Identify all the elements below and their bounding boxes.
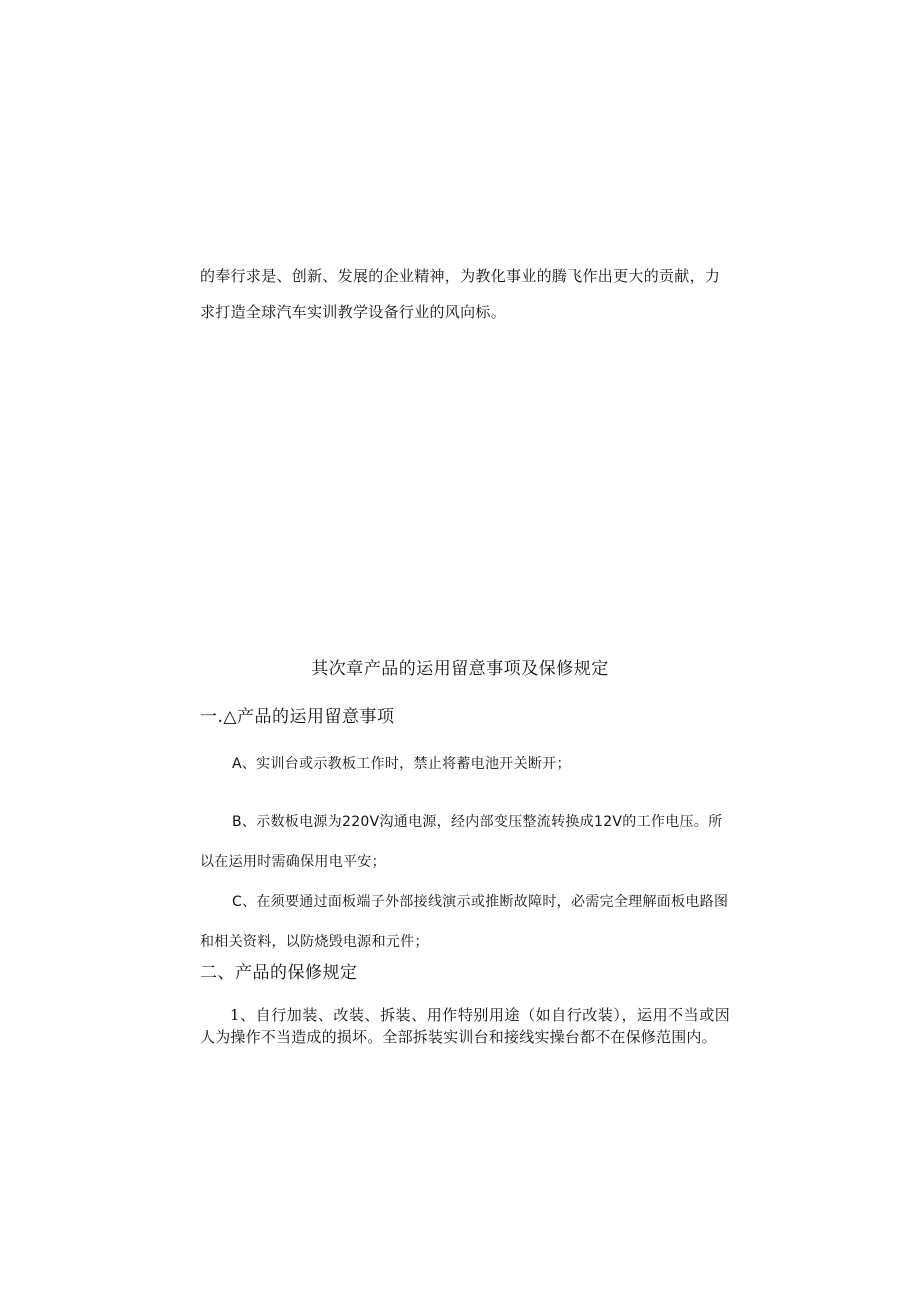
section-heading-warranty: 二、产品的保修规定	[200, 963, 358, 983]
section-heading-usage-notes: 一.△产品的运用留意事项	[200, 707, 395, 727]
intro-paragraph: 的奉行求是、创新、发展的企业精神，为教化事业的腾飞作出更大的贡献，力求打造全球汽车实训教学设备行业的风向标。	[200, 267, 721, 321]
intro-paragraph-block	[200, 258, 730, 330]
chapter-title: 其次章产品的运用留意事项及保修规定	[311, 659, 609, 679]
usage-note-b: B、示数板电源为220V沟通电源，经内部变压整流转换成12V的工作电压。所以在运用时需确保用电平安；	[200, 814, 723, 870]
warranty-rules-list	[200, 1004, 730, 1048]
warranty-rule-1: 1、自行加装、改装、拆装、用作特别用途（如自行改装），运用不当或因人为操作不当造成的损坏。全部拆装实训台和接线实操台都不在保修范围内。	[200, 1006, 730, 1046]
usage-note-a: A、实训台或示教板工作时，禁止将蓄电池开关断开；	[232, 756, 571, 772]
usage-notes-list	[200, 744, 730, 962]
usage-note-c: C、在须要通过面板端子外部接线演示或推断故障时，必需完全理解面板电路图和相关资料，以防烧毁电源和元件；	[200, 894, 729, 950]
